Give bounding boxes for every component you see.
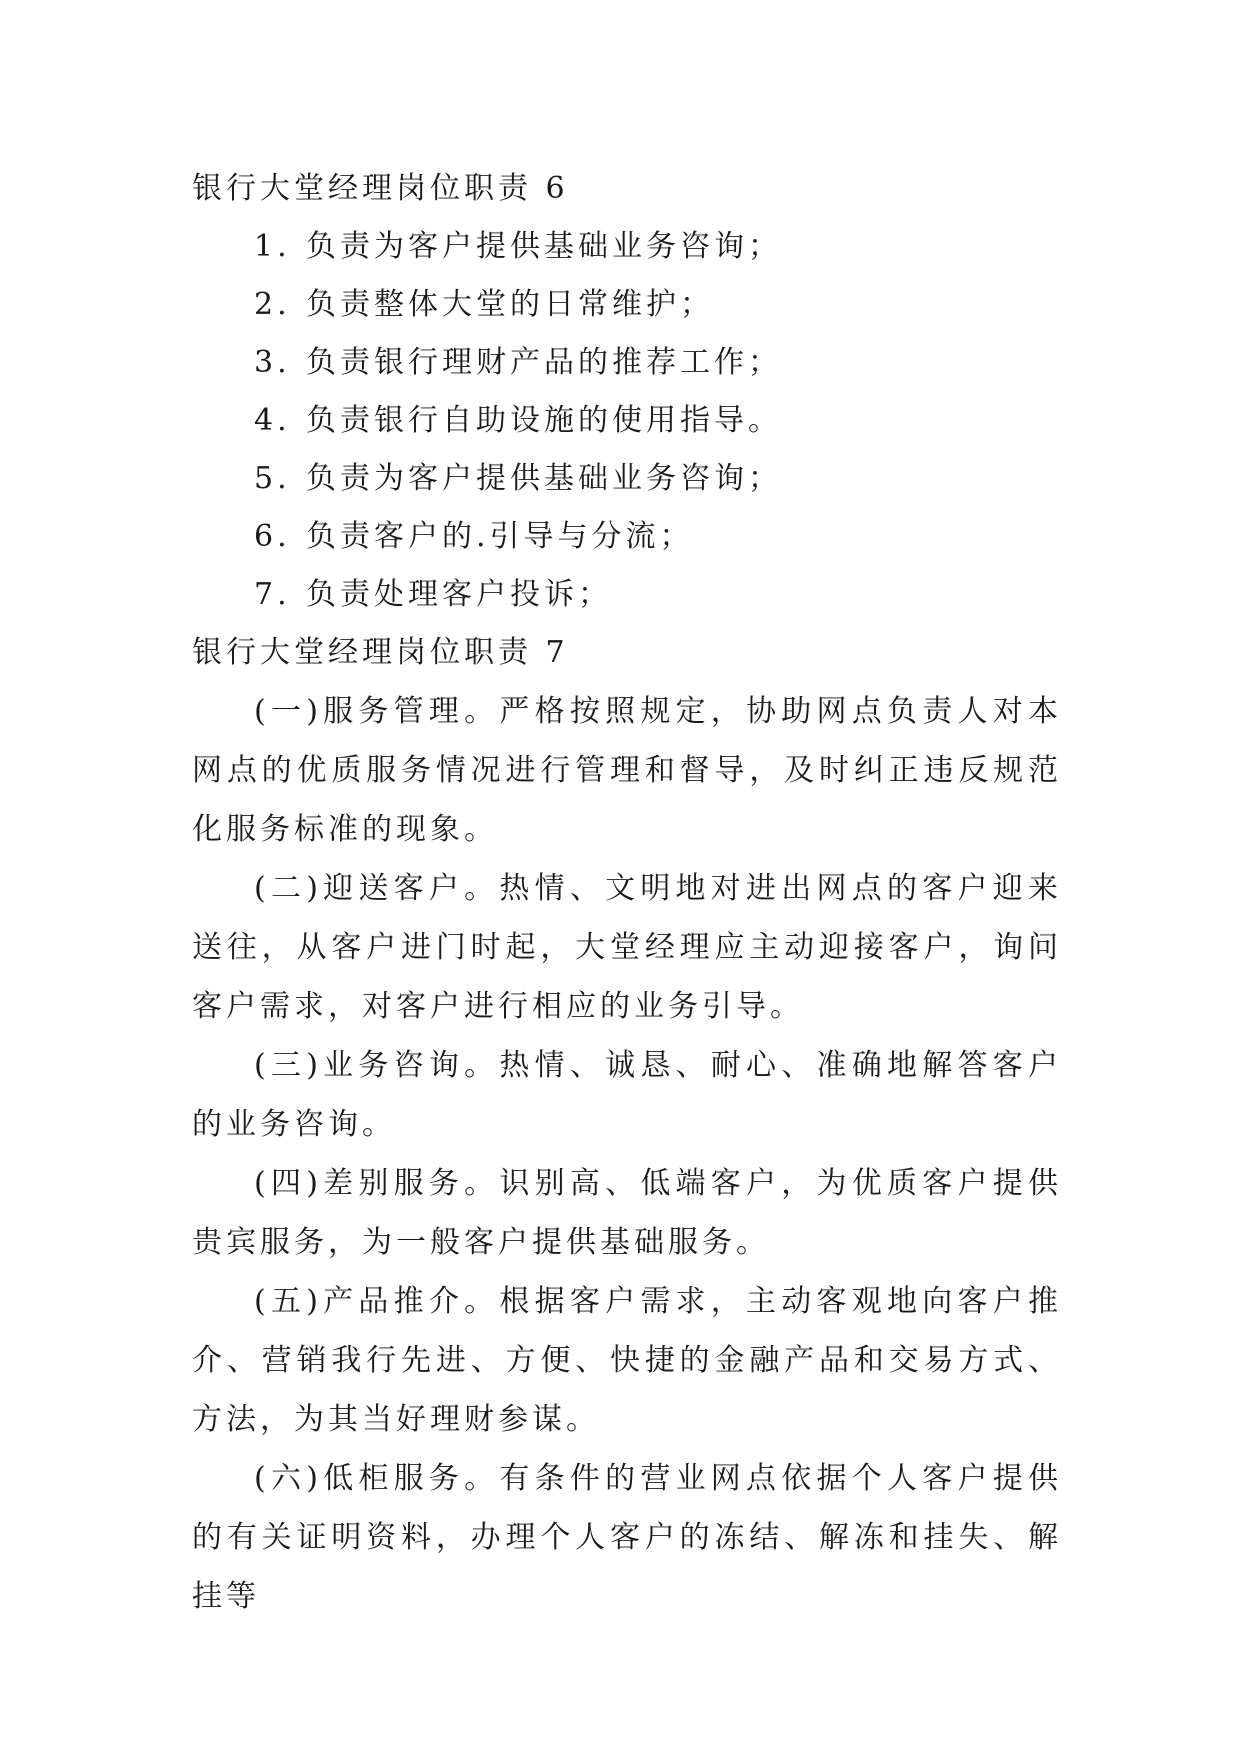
list-item <box>192 218 1062 276</box>
list-item <box>192 334 1062 392</box>
list-item-number: 2. <box>254 287 291 322</box>
list-item <box>192 566 1062 624</box>
list-item <box>192 392 1062 450</box>
list-item-text: 负责为客户提供基础业务咨询； <box>306 461 782 496</box>
list-item <box>192 450 1062 508</box>
list-item <box>192 276 1062 334</box>
list-item-text: 负责处理客户投诉； <box>306 577 612 612</box>
section-6-title: 银行大堂经理岗位职责 6 <box>192 171 569 206</box>
list-item <box>192 508 1062 566</box>
list-item-number: 5. <box>254 461 291 496</box>
list-item-number: 6. <box>254 519 291 554</box>
section-7-title: 银行大堂经理岗位职责 7 <box>192 635 569 670</box>
paragraph-low-counter-service: (六)低柜服务。有条件的营业网点依据个人客户提供的有关证明资料，办理个人客户的冻结、解冻和挂失、解挂等 <box>192 1461 1062 1614</box>
paragraph-service-management: (一)服务管理。严格按照规定，协助网点负责人对本网点的优质服务情况进行管理和督导，及时纠正违反规范化服务标准的现象。 <box>192 694 1062 847</box>
paragraph-product-promotion: (五)产品推介。根据客户需求，主动客观地向客户推介、营销我行先进、方便、快捷的金融产品和交易方式、方法，为其当好理财参谋。 <box>192 1284 1062 1437</box>
list-item-text: 负责整体大堂的日常维护； <box>306 287 714 322</box>
list-item-number: 1. <box>254 229 291 264</box>
section-6-duty-list <box>192 218 1062 624</box>
list-item-number: 4. <box>254 403 291 438</box>
list-item-number: 7. <box>254 577 291 612</box>
paragraph-differentiated-service: (四)差别服务。识别高、低端客户，为优质客户提供贵宾服务，为一般客户提供基础服务。 <box>192 1166 1062 1260</box>
paragraph-business-consulting: (三)业务咨询。热情、诚恳、耐心、准确地解答客户的业务咨询。 <box>192 1048 1062 1142</box>
list-item-text: 负责为客户提供基础业务咨询； <box>306 229 782 264</box>
paragraph-greeting-customers: (二)迎送客户。热情、文明地对进出网点的客户迎来送往，从客户进门时起，大堂经理应主动迎接客户，询问客户需求，对客户进行相应的业务引导。 <box>192 871 1062 1024</box>
list-item-text: 负责银行自助设施的使用指导。 <box>306 403 782 438</box>
document-body <box>192 160 1062 1626</box>
list-item-number: 3. <box>254 345 291 380</box>
list-item-text: 负责银行理财产品的推荐工作； <box>306 345 782 380</box>
list-item-text: 负责客户的.引导与分流； <box>306 519 694 554</box>
